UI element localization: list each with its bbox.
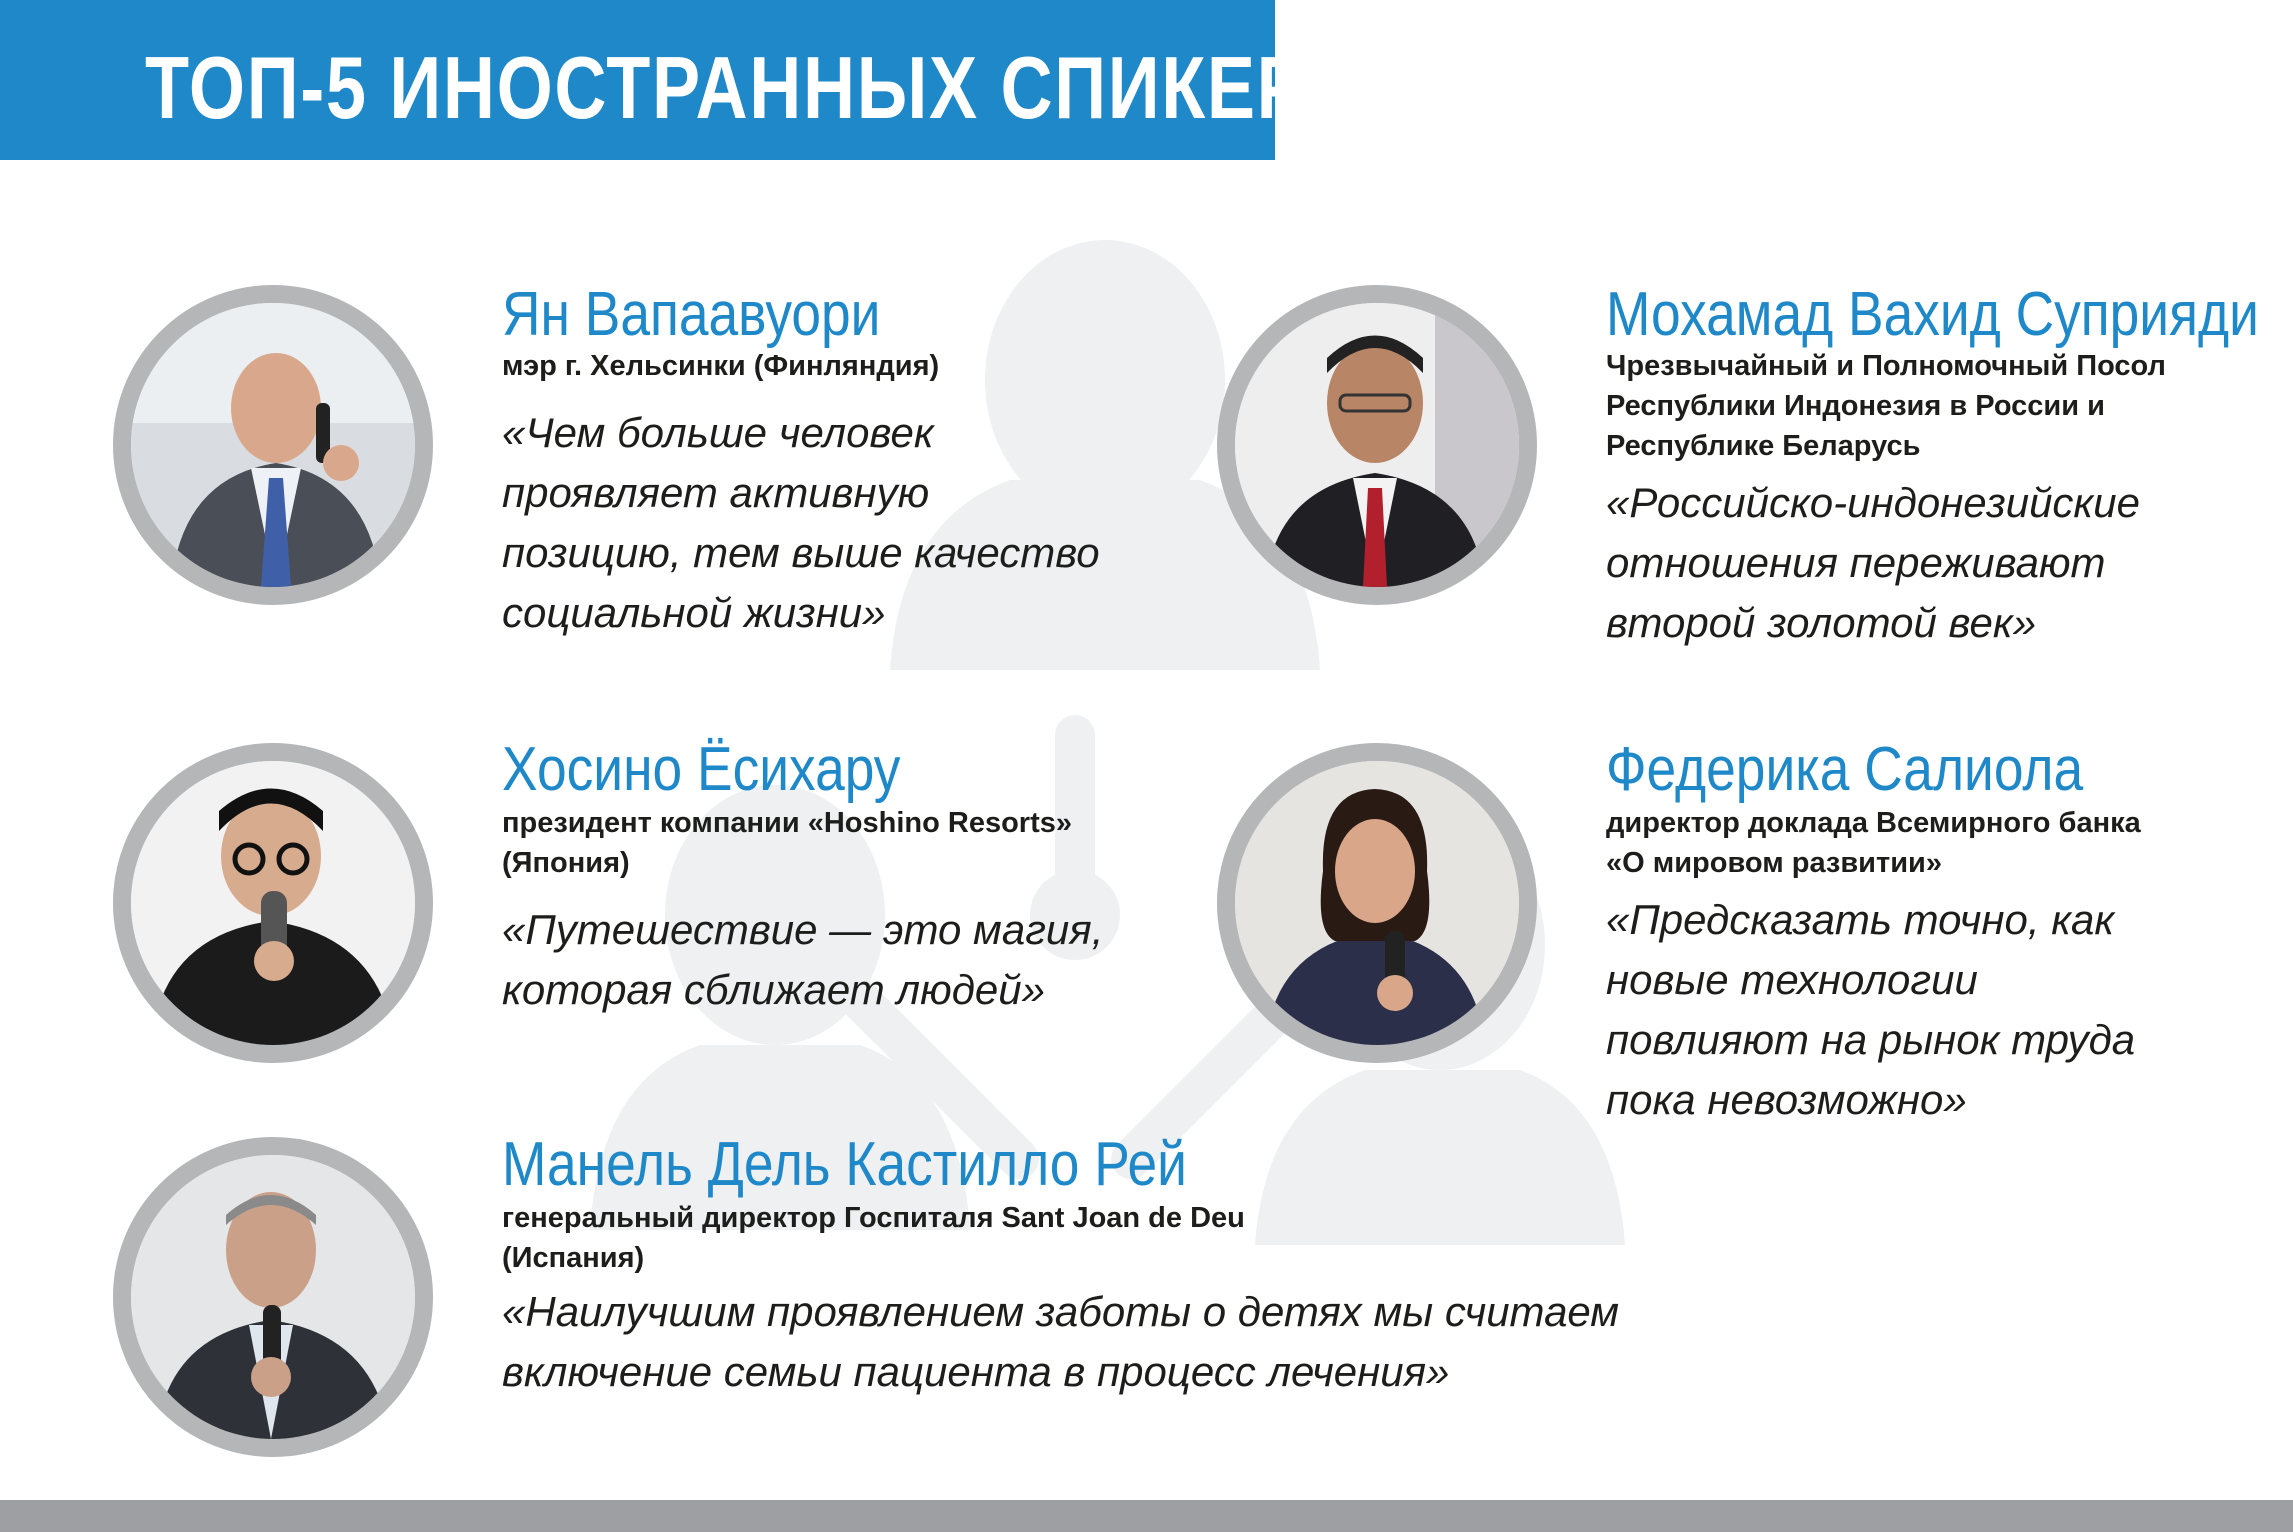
speaker-quote: «Наилучшим проявлением заботы о детях мы считаем включение семьи пациента в процесс лечения» [502,1288,1620,1395]
speaker-photo-supriyadi [1217,285,1537,605]
speaker-role: Чрезвычайный и Полномочный Посол Республики Индонезия в России и Республике Беларусь [1606,350,2166,462]
speaker-quote: «Предсказать точно, как новые технологии повлияют на рынок труда пока невозможно» [1606,896,2136,1123]
page-title: ТОП-5 ИНОСТРАННЫХ СПИКЕРОВ [145,38,1418,137]
speaker-role: мэр г. Хельсинки (Финляндия) [502,350,940,382]
speaker-name: Ян Вапаавуори [502,280,881,349]
speaker-portrait-image [1235,303,1519,587]
speaker-quote: «Путешествие — это магия, которая сближает людей» [502,906,1104,1013]
speaker-name: Манель Дель Кастилло Рей [502,1130,1187,1199]
speaker-name: Федерика Салиола [1606,735,2084,804]
speaker-portrait-image [131,761,415,1045]
speaker-quote: «Чем больше человек проявляет активную позицию, тем выше качество социальной жизни» [502,409,1100,636]
footer-bar [0,1500,2293,1532]
speaker-photo-vapaavuori [113,285,433,605]
speaker-role: генеральный директор Госпиталя Sant Joan de Deu (Испания) [502,1202,1245,1274]
speaker-portrait-image [131,1155,415,1439]
speaker-role: директор доклада Всемирного банка «О мировом развитии» [1606,807,2141,879]
speaker-photo-saliola [1217,743,1537,1063]
speaker-name: Мохамад Вахид Суприяди [1606,280,2259,349]
speaker-name: Хосино Ёсихару [502,735,901,804]
speaker-photo-del-castillo [113,1137,433,1457]
speaker-quote: «Российско-индонезийские отношения переживают второй золотой век» [1606,479,2140,646]
header-banner [0,0,1418,160]
speaker-role: президент компании «Hoshino Resorts» (Япония) [502,807,1072,879]
speaker-portrait-image [131,303,415,587]
speaker-portrait-image [1235,761,1519,1045]
speaker-photo-hoshino [113,743,433,1063]
